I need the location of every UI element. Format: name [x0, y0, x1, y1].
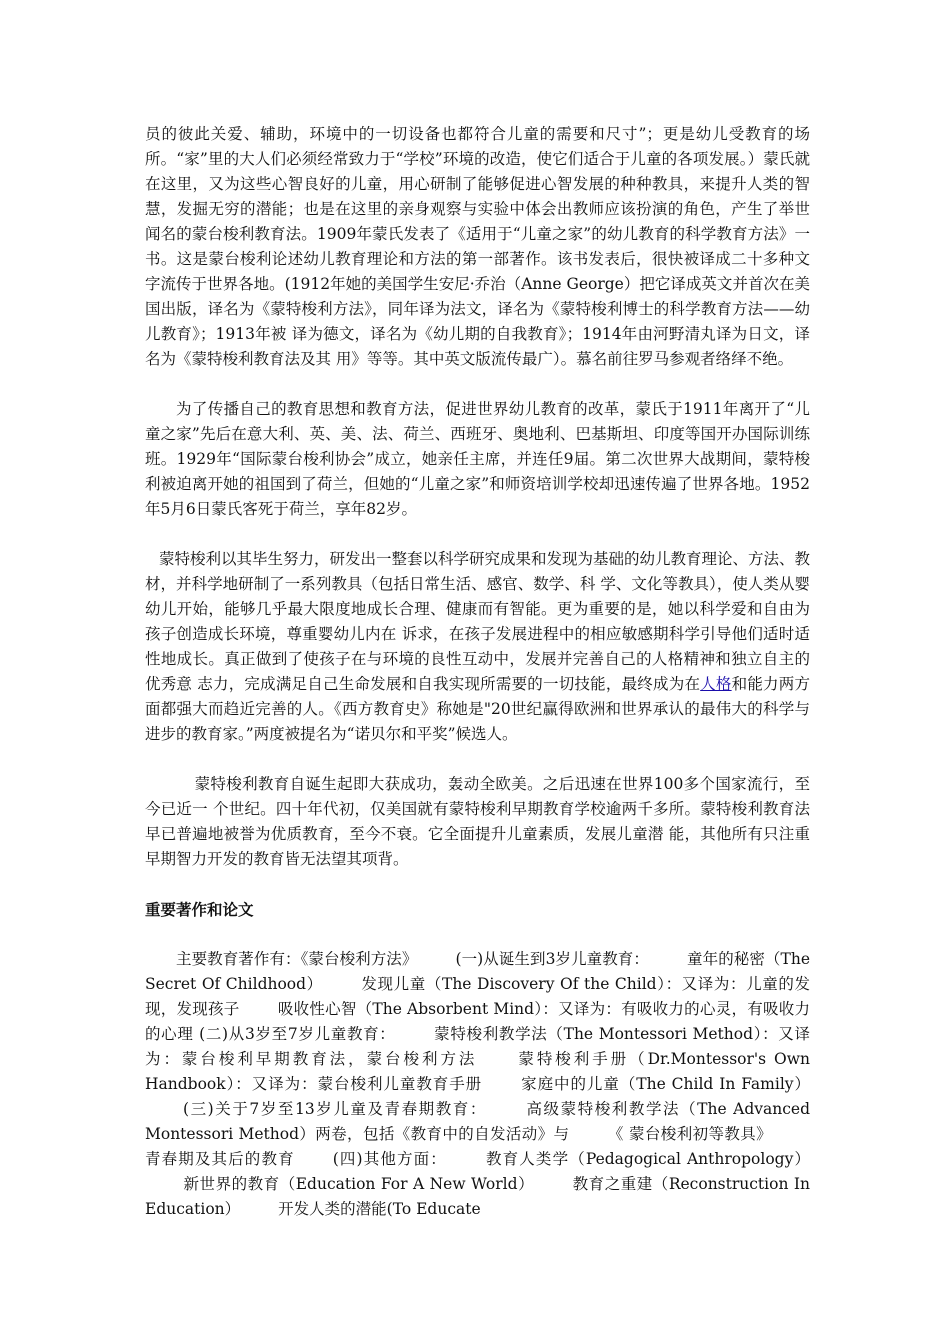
works-item: 教育之重建（Reconstruction In Education）	[145, 1175, 810, 1218]
works-item: 高级蒙特梭利教学法（The Advanced Montessori Method）两卷，包括《教育中的自发活动》与	[145, 1100, 810, 1143]
works-item: 吸收性心智（The Absorbent Mind）：又译为：有吸收力的心灵，有吸收力的心理 (二)从3岁至7岁儿童教育：	[145, 1000, 810, 1043]
spacer	[145, 522, 810, 547]
works-list	[145, 947, 810, 1222]
works-item: 开发人类的潜能(To Educate	[278, 1200, 481, 1218]
paragraph-2: 为了传播自己的教育思想和教育方法，促进世界幼儿教育的改革，蒙氏于1911年离开了“儿童之家”先后在意大利、英、美、法、荷兰、西班牙、奥地利、巴基斯坦、印度等国开办国际训练班。1929年“国际蒙台梭利协会”成立，她亲任主席，并连任9届。第二次世界大战期间，蒙特梭利被迫离开她的祖国到了荷兰，但她的“儿童之家”和师资培训学校却迅速传遍了世界各地。1952年5月6日蒙氏客死于荷兰，享年82岁。	[145, 400, 810, 518]
paragraph-3	[145, 547, 810, 747]
works-item: 蒙特梭利教学法（The Montessori Method）：又译为：蒙台梭利早期教育法，蒙台梭利方法	[145, 1025, 810, 1068]
spacer	[145, 747, 810, 772]
works-item: 青春期及其后的教育	[145, 1150, 295, 1168]
paragraph-4: 蒙特梭利教育自诞生起即大获成功，轰动全欧美。之后迅速在世界100多个国家流行，至今已近一 个世纪。四十年代初，仅美国就有蒙特梭利早期教育学校逾两千多所。蒙特梭利教育法早已普遍地被誉为优质教育，至今不衰。它全面提升儿童素质，发展儿童潜 能，其他所有只注重早期智力开发的教育皆无法望其项背。	[145, 775, 810, 868]
paragraph-1: 员的彼此关爱、辅助，环境中的一切设备也都符合儿童的需要和尺寸”；更是幼儿受教育的场所。“家”里的大人们必须经常致力于“学校”环境的改造，使它们适合于儿童的各项发展。）蒙氏就在这里，又为这些心智良好的儿童，用心研制了能够促进心智发展的种种教具，来提升人类的智慧，发掘无穷的潜能；也是在这里的亲身观察与实验中体会出教师应该扮演的角色，产生了举世闻名的蒙台梭利教育法。1909年蒙氏发表了《适用于“儿童之家”的幼儿教育的科学教育方法》一书。这是蒙台梭利论述幼儿教育理论和方法的第一部著作。该书发表后，很快被译成二十多种文字流传于世界各地。(1912年她的美国学生安尼·乔治（Anne George）把它译成英文并首次在美国出版，译名为《蒙特梭利方法》，同年译为法文，译名为《蒙特梭利博士的科学教育方法——幼儿教育》；1913年被 译为德文，译名为《幼儿期的自我教育》；1914年由河野清丸译为日文，译名为《蒙特梭利教育法及其 用》等等。其中英文版流传最广）。慕名前往罗马参观者络绎不绝。	[145, 125, 810, 368]
works-item: 童年的秘密（The Secret Of Childhood）	[145, 950, 810, 993]
works-item: (一)从诞生到3岁儿童教育：	[455, 950, 649, 968]
works-item: 新世界的教育（Education For A New World）	[183, 1175, 535, 1193]
works-item: 家庭中的儿童（The Child In Family）	[520, 1075, 810, 1093]
works-item: 发现儿童（The Discovery Of the Child）：又译为：儿童的发现，发现孩子	[145, 975, 810, 1018]
works-item: (三)关于7岁至13岁儿童及青春期教育：	[183, 1100, 487, 1118]
works-item: 蒙特梭利手册（Dr.Montessor's Own Handbook）：又译为：蒙台梭利儿童教育手册	[145, 1050, 810, 1093]
works-item: 《 蒙台梭利初等教具》	[607, 1125, 772, 1143]
spacer	[145, 922, 810, 947]
document-page	[145, 122, 810, 1222]
spacer	[145, 372, 810, 397]
works-item: 主要教育著作有：《蒙台梭利方法》	[176, 950, 418, 968]
works-item: 教育人类学（Pedagogical Anthropology）	[484, 1150, 810, 1168]
personality-link[interactable]: 人格	[700, 675, 732, 693]
paragraph-3-text: 蒙特梭利以其毕生努力，研发出一整套以科学研究成果和发现为基础的幼儿教育理论、方法、教材，并科学地研制了一系列教具（包括日常生活、感官、数学、科 学、文化等教具），使人类从婴幼儿开始，能够几乎最大限度地成长合理、健康而有智能。更为重要的是，她以科学爱和自由为孩子创造成长环境，尊重婴幼儿内在 诉求，在孩子发展进程中的相应敏感期科学引导他们适时适性地成长。真正做到了使孩子在与环境的良性互动中，发展并完善自己的人格精神和独立自主的优秀意 志力，完成满足自己生命发展和自我实现所需要的一切技能，最终成为在	[145, 550, 810, 693]
works-item: (四)其他方面：	[332, 1150, 447, 1168]
spacer	[145, 872, 810, 897]
paragraph-3-text-after: 和能力两方面都强大而趋近完善的人。《西方教育史》称她是"20世纪赢得欧洲和世界承认的最伟大的科学与进步的教育家。”两度被提名为“诺贝尔和平奖”候选人。	[145, 675, 810, 743]
section-heading: 重要著作和论文	[145, 900, 254, 919]
